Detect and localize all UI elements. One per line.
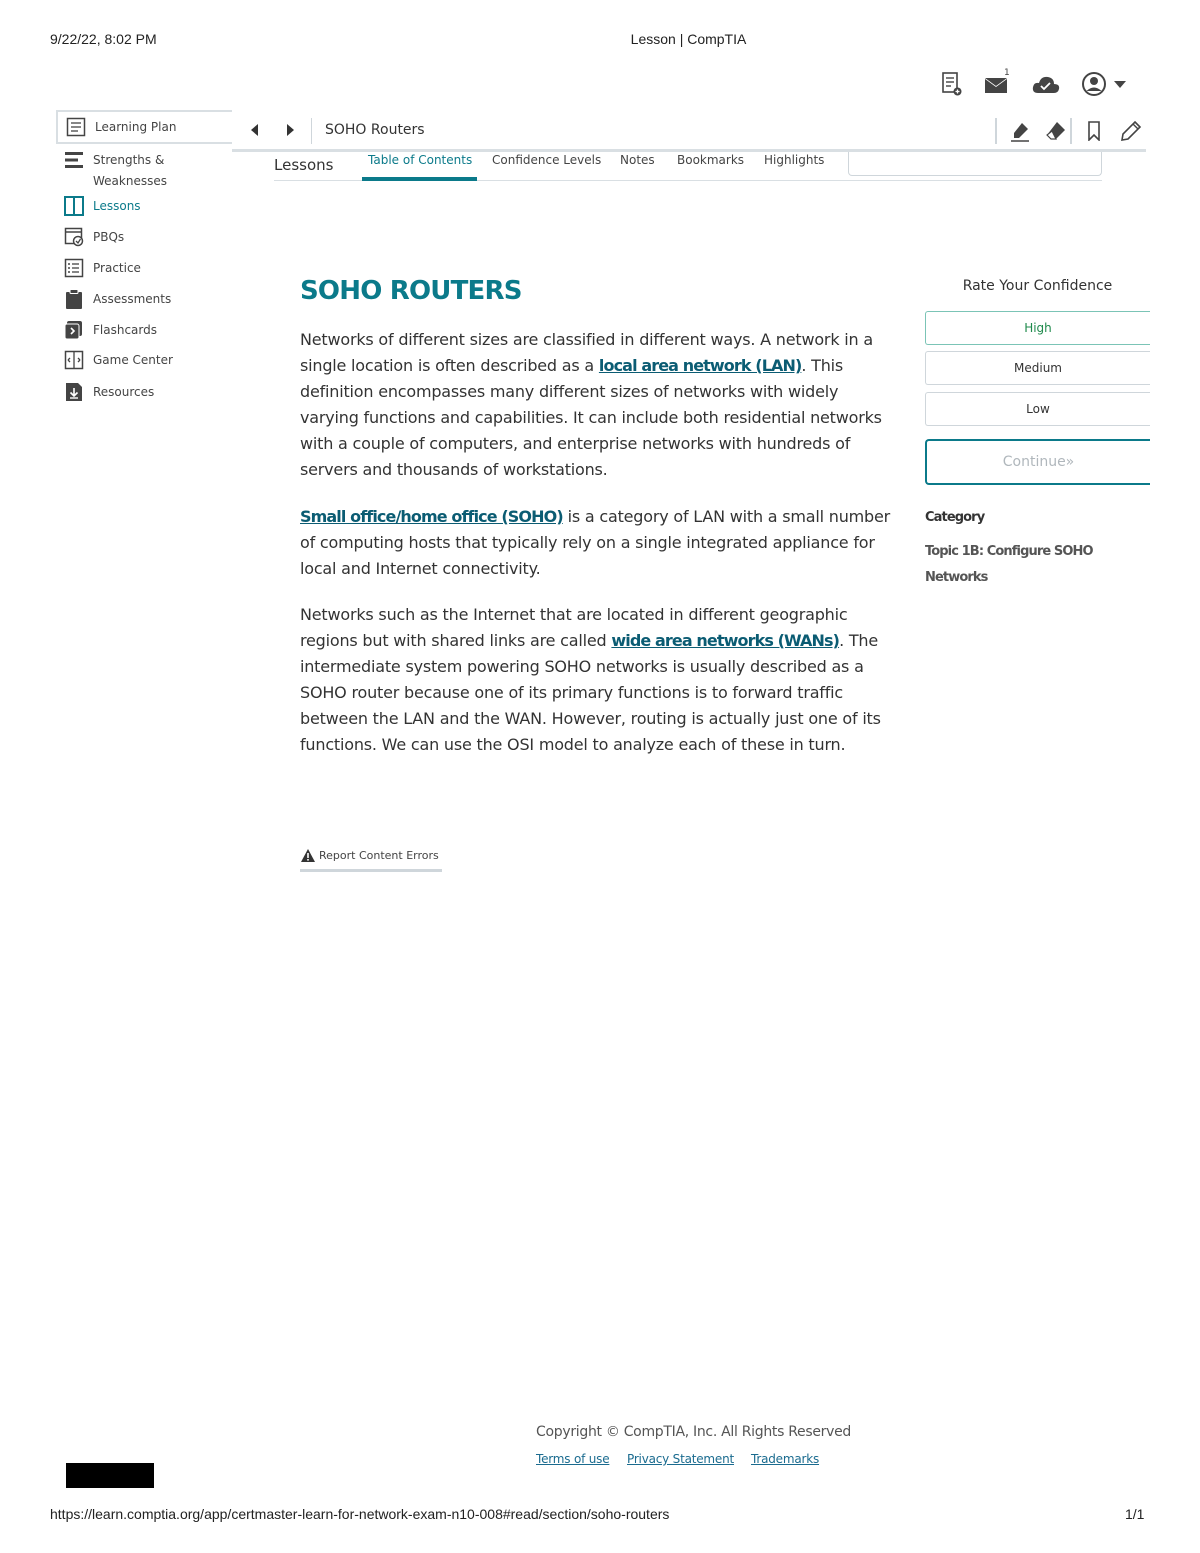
redaction-block — [66, 1463, 154, 1488]
paragraph-3 — [300, 602, 900, 758]
sidebar-item-assessments[interactable] — [56, 289, 234, 310]
lessons-heading: Lessons — [274, 156, 334, 174]
eraser-icon[interactable] — [1045, 120, 1067, 142]
messages-badge: 1 — [1004, 68, 1010, 78]
sidebar-item-label: Resources — [93, 385, 155, 399]
category-value: Topic 1B: Configure SOHO Networks — [925, 544, 1093, 585]
learning-plan-label: Learning Plan — [95, 119, 177, 134]
clipboard-icon — [64, 289, 84, 309]
privacy-link[interactable]: Privacy Statement — [627, 1452, 735, 1466]
sidebar-item-lessons[interactable] — [56, 196, 234, 217]
sidebar-item-label: Assessments — [93, 292, 172, 306]
page-title: SOHO ROUTERS — [300, 276, 522, 306]
tab-notes[interactable]: Notes — [620, 153, 655, 167]
download-icon — [64, 382, 84, 402]
caret-down-icon[interactable] — [1111, 70, 1129, 98]
sidebar-item-label: Lessons — [93, 199, 141, 213]
print-datetime: 9/22/22, 8:02 PM — [50, 31, 157, 47]
report-label: Report Content Errors — [319, 849, 439, 862]
sidebar-item-resources[interactable] — [56, 382, 234, 403]
paragraph-1 — [300, 327, 900, 483]
paragraph-text: Networks of different sizes are classified in different ways. A network in a single location is often described as a — [300, 330, 873, 375]
bookmark-icon[interactable] — [1083, 120, 1105, 142]
search-input[interactable] — [848, 152, 1102, 176]
copyright: Copyright © CompTIA, Inc. All Rights Reserved — [536, 1424, 852, 1440]
book-icon — [64, 196, 84, 216]
sidebar-item-label: Strengths & — [93, 153, 165, 167]
confidence-medium-button[interactable]: Medium — [925, 351, 1150, 385]
tab-confidence-levels[interactable]: Confidence Levels — [492, 153, 602, 167]
paragraph-text: . This definition encompasses many different sizes of networks with widely varying functions and capabilities. It can include both residential networks with a couple of computers, and enterprise networks with hundreds of servers and thousands of workstations. — [300, 356, 882, 479]
learning-plan-icon — [66, 117, 86, 137]
flashcards-icon — [64, 320, 84, 340]
category-label: Category — [925, 510, 985, 525]
sidebar-item-label: Game Center — [93, 353, 173, 367]
warning-icon — [300, 848, 316, 867]
tab-bookmarks[interactable]: Bookmarks — [677, 153, 745, 167]
paragraph-2 — [300, 504, 900, 582]
terms-link[interactable]: Terms of use — [536, 1452, 610, 1466]
tool-divider — [1070, 118, 1072, 144]
active-tab-indicator — [362, 177, 477, 181]
sidebar-item-label: Practice — [93, 261, 141, 275]
wan-link[interactable]: wide area networks (WANs) — [611, 631, 840, 650]
lan-link[interactable]: local area network (LAN) — [598, 356, 802, 375]
tool-divider — [995, 118, 997, 144]
sidebar-item-game-center[interactable] — [56, 350, 234, 371]
next-arrow-icon[interactable] — [282, 121, 300, 139]
tab-table-of-contents[interactable]: Table of Contents — [368, 153, 473, 167]
confidence-low-button[interactable]: Low — [925, 392, 1150, 426]
trademarks-link[interactable]: Trademarks — [751, 1452, 820, 1466]
print-url: https://learn.comptia.org/app/certmaster-learn-for-network-exam-n10-008#read/section/soho-routers — [50, 1506, 670, 1522]
sidebar-item-pbqs[interactable] — [56, 227, 234, 248]
pbq-icon — [64, 227, 84, 247]
confidence-high-button[interactable]: High — [925, 311, 1150, 345]
sidebar-item-practice[interactable] — [56, 258, 234, 279]
soho-link[interactable]: Small office/home office (SOHO) — [300, 507, 563, 526]
messages-icon[interactable] — [982, 70, 1012, 98]
sidebar-item-label: PBQs — [93, 230, 125, 244]
learning-plan-button[interactable] — [56, 110, 232, 144]
cloud-icon[interactable] — [1031, 70, 1061, 98]
sidebar-item-label: Flashcards — [93, 323, 157, 337]
sidebar — [56, 110, 234, 403]
sidebar-item-label-2: Weaknesses — [93, 174, 167, 188]
report-content-errors-button[interactable] — [300, 848, 442, 872]
paragraph-text: is a category of LAN with a small number of computing hosts that typically rely on a single integrated appliance for local and Internet connectivity. — [300, 507, 891, 578]
tab-highlights[interactable]: Highlights — [764, 153, 825, 167]
print-title: Lesson | CompTIA — [630, 31, 747, 47]
print-page: 1/1 — [1125, 1506, 1145, 1522]
breadcrumb: SOHO Routers — [325, 122, 425, 138]
paragraph-text: . The intermediate system powering SOHO networks is usually described as a SOHO router because one of its primary functions is to forward traffic between the LAN and the WAN. However, routing is actually just one of its functions. We can use the OSI model to analyze each of these in turn. — [300, 631, 881, 754]
sidebar-item-flashcards[interactable] — [56, 320, 234, 341]
strengths-icon — [64, 150, 84, 170]
prev-arrow-icon[interactable] — [245, 121, 263, 139]
continue-button[interactable]: Continue» — [925, 439, 1150, 485]
rate-confidence-title: Rate Your Confidence — [962, 278, 1113, 294]
game-icon — [64, 350, 84, 370]
paragraph-text: Networks such as the Internet that are located in different geographic regions but with shared links are called — [300, 605, 848, 650]
breadcrumb-divider — [311, 118, 312, 144]
practice-icon — [64, 258, 84, 278]
sidebar-item-strengths[interactable] — [56, 150, 234, 192]
notes-icon[interactable] — [940, 70, 964, 98]
pencil-icon[interactable] — [1120, 120, 1142, 142]
highlighter-icon[interactable] — [1009, 120, 1031, 142]
account-icon[interactable] — [1080, 70, 1108, 98]
